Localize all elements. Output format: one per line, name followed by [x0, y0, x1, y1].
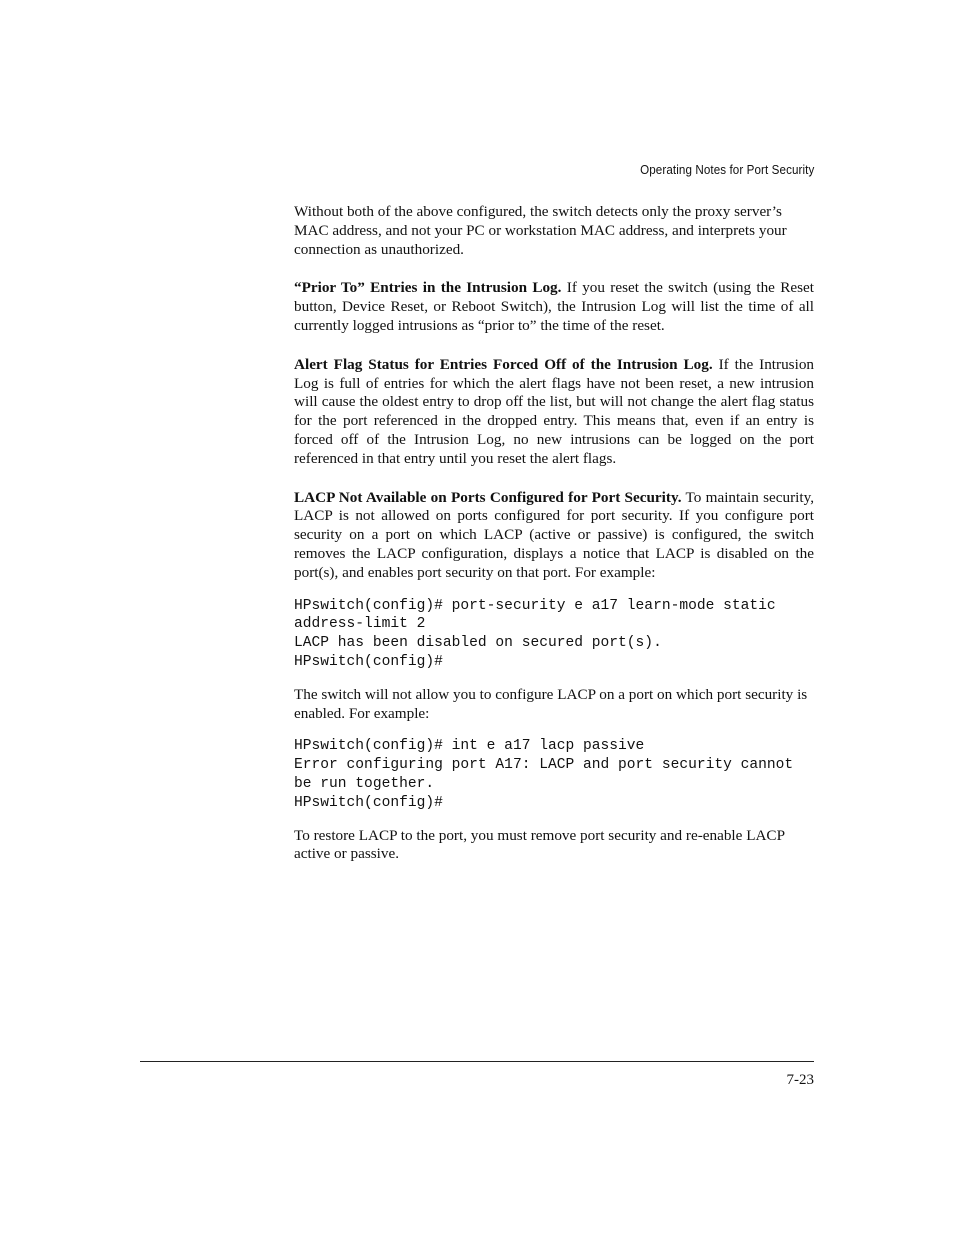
paragraph-alert-flag-text: If the Intrusion Log is full of entries for which the alert flags have not been reset, a new intrusion will cause the oldest entry to drop off the list, but will not change the alert flag status for the port referenced in the dropped entry. This means that, even if an entry is forced off of the Intrusion Log, no new intrusions can be logged on the port referenced in that entry until you reset the alert flags.	[294, 355, 815, 467]
run-in-heading-prior-to: “Prior To” Entries in the Intrusion Log.	[294, 279, 562, 297]
paragraph-lacp-not-allowed: The switch will not allow you to configure LACP on a port on which port security is enabled. For example:	[294, 685, 808, 722]
paragraph-lacp-not-available	[294, 489, 814, 583]
paragraph-prior-to-entries	[294, 279, 814, 335]
page-number: 7-23	[786, 1072, 814, 1088]
run-in-heading-alert-flag: Alert Flag Status for Entries Forced Off of the Intrusion Log.	[294, 355, 713, 373]
paragraph-prior-to-text: If you reset the switch (using the Reset button, Device Reset, or Reboot Switch), the Intrusion Log will list the time of all currently logged intrusions as “prior to” the time of the reset.	[294, 279, 814, 334]
code-example-port-security: HPswitch(config)# port-security e a17 learn-mode static address-limit 2 LACP has been disabled on secured port(s). HPswitch(config)#	[294, 597, 776, 670]
run-in-heading-lacp: LACP Not Available on Ports Configured for Port Security.	[294, 488, 682, 506]
code-example-lacp-error: HPswitch(config)# int e a17 lacp passive Error configuring port A17: LACP and port security cannot be run together. HPswitch(config)#	[294, 738, 794, 811]
paragraph-proxy-note: Without both of the above configured, the switch detects only the proxy server’s MAC address, and not your PC or workstation MAC address, and interprets your connection as unauthorized.	[294, 203, 787, 258]
running-head: Operating Notes for Port Security	[639, 163, 814, 177]
paragraph-alert-flag-status	[294, 356, 814, 469]
paragraph-restore-lacp: To restore LACP to the port, you must remove port security and re-enable LACP active or passive.	[294, 826, 785, 863]
paragraph-lacp-text: To maintain security, LACP is not allowed on ports configured for port security. If you configure port security on a port on which LACP (active or passive) is configured, the switch removes the LACP configuration, displays a notice that LACP is disabled on the port(s), and enables port security on that port. For example:	[294, 488, 814, 581]
footer-rule	[140, 1061, 814, 1062]
page-body	[294, 203, 814, 884]
